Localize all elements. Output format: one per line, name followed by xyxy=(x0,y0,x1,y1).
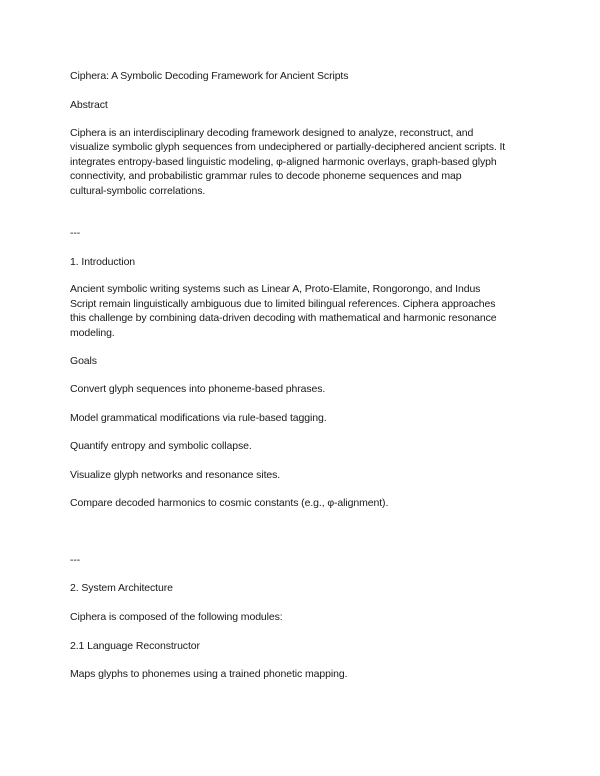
architecture-intro: Ciphera is composed of the following modules: xyxy=(70,611,283,623)
separator: --- xyxy=(70,227,81,239)
goal-item: Convert glyph sequences into phoneme-based phrases. xyxy=(70,383,326,395)
subsection-heading-language-reconstructor: 2.1 Language Reconstructor xyxy=(70,640,200,652)
goals-heading: Goals xyxy=(70,355,97,367)
goal-item: Compare decoded harmonics to cosmic constants (e.g., φ-alignment). xyxy=(70,497,389,509)
intro-line: modeling. xyxy=(70,327,115,339)
section-heading-introduction: 1. Introduction xyxy=(70,256,136,268)
abstract-line: visualize symbolic glyph sequences from undeciphered or partially-deciphered ancient scripts. It xyxy=(70,141,506,153)
section-heading-system-architecture: 2. System Architecture xyxy=(70,582,173,594)
abstract-heading: Abstract xyxy=(70,99,108,111)
intro-line: Ancient symbolic writing systems such as Linear A, Proto-Elamite, Rongorongo, and Indus xyxy=(70,283,481,295)
goal-item: Model grammatical modifications via rule-based tagging. xyxy=(70,412,327,424)
goal-item: Visualize glyph networks and resonance sites. xyxy=(70,469,281,481)
subsection-text: Maps glyphs to phonemes using a trained phonetic mapping. xyxy=(70,668,348,680)
abstract-line: cultural-symbolic correlations. xyxy=(70,185,206,197)
document-title: Ciphera: A Symbolic Decoding Framework for Ancient Scripts xyxy=(70,70,349,82)
abstract-line: integrates entropy-based linguistic modeling, φ-aligned harmonic overlays, graph-based glyph xyxy=(70,156,497,168)
abstract-line: Ciphera is an interdisciplinary decoding framework designed to analyze, reconstruct, and xyxy=(70,127,474,139)
goal-item: Quantify entropy and symbolic collapse. xyxy=(70,440,252,452)
abstract-line: connectivity, and probabilistic grammar rules to decode phoneme sequences and map xyxy=(70,170,462,182)
separator: --- xyxy=(70,554,81,566)
intro-line: Script remain linguistically ambiguous due to limited bilingual references. Ciphera approaches xyxy=(70,298,496,310)
intro-line: this challenge by combining data-driven decoding with mathematical and harmonic resonance xyxy=(70,312,497,324)
